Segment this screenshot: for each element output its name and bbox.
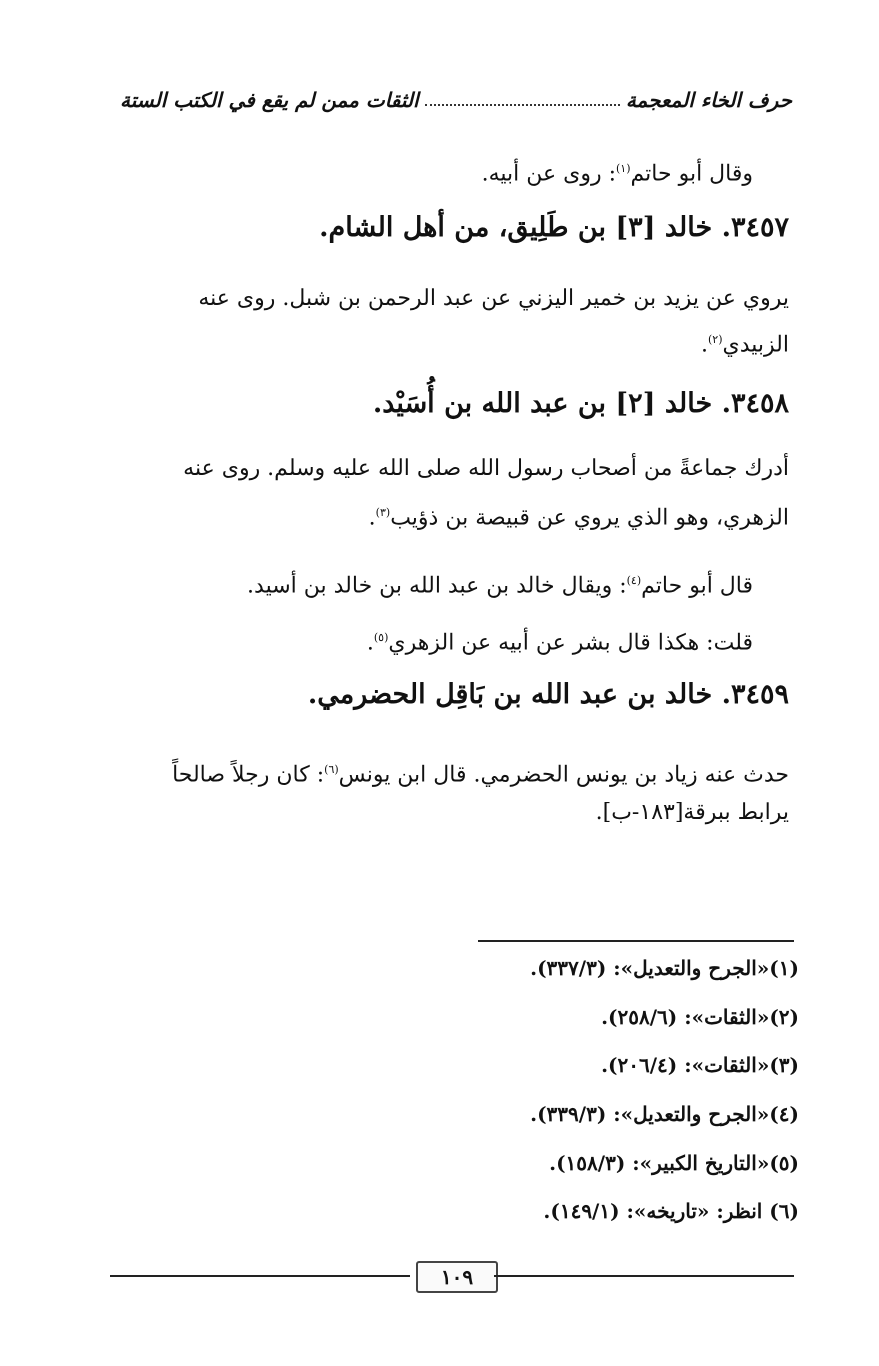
page-number: ١٠٩ — [416, 1261, 498, 1293]
page-footer — [110, 1265, 794, 1287]
footnote-ref: (٤) — [626, 574, 642, 587]
text-line: قال أبو حاتم$^{(٤)}$: ويقال خالد بن عبد الله بن خالد بن أسيد. — [247, 573, 753, 599]
footnote-3: (٣)«الثقات»: (٢٠٦/٤). — [601, 1053, 799, 1077]
entry-text: يروي عن يزيد بن خمير اليزني عن عبد الرحمن بن شبل. روى عنه — [198, 286, 789, 311]
text-line: حدث عنه زياد بن يونس الحضرمي. قال ابن يونس$^{(٦)}$: كان رجلاً صالحاً — [172, 762, 789, 788]
footnote-6: (٦) انظر: «تاريخه»: (١٤٩/١). — [543, 1199, 799, 1223]
entry-heading-3458: ٣٤٥٨. خالد [٢] بن عبد الله بن أُسَيْد. — [372, 388, 789, 419]
footnote-4: (٤)«الجرح والتعديل»: (٣٣٩/٣). — [530, 1102, 799, 1126]
text-line: الزبيدي$^{(٢)}$. — [701, 332, 789, 358]
header-chapter: حرف الخاء المعجمة — [625, 88, 792, 112]
header-dots — [425, 94, 620, 106]
entry-heading-3457: ٣٤٥٧. خالد [٣] بن طَلِيق، من أهل الشام. — [319, 212, 789, 243]
text-line: يرابط ببرقة[١٨٣-ب]. — [595, 800, 789, 825]
footnote-ref: (٢) — [708, 333, 723, 346]
text-line: قلت: هكذا قال بشر عن أبيه عن الزهري$^{(٥)}$. — [366, 630, 753, 656]
footer-rule-left — [110, 1275, 410, 1277]
running-header — [120, 88, 792, 112]
footnote-separator — [478, 940, 794, 942]
footer-rule-right — [494, 1275, 794, 1277]
entry-text: أدرك جماعةً من أصحاب رسول الله صلى الله عليه وسلم. روى عنه — [183, 456, 789, 481]
footnote-ref: (٥) — [373, 631, 389, 644]
footnote-ref: (٣) — [375, 506, 391, 519]
footnote-ref: (١) — [616, 162, 631, 175]
footnote-2: (٢)«الثقات»: (٢٥٨/٦). — [601, 1005, 799, 1029]
footnote-5: (٥)«التاريخ الكبير»: (١٥٨/٣). — [549, 1151, 799, 1175]
footnote-1: (١)«الجرح والتعديل»: (٣٣٧/٣). — [530, 956, 799, 980]
header-book-title: الثقات ممن لم يقع في الكتب الستة — [120, 88, 419, 112]
footnote-ref: (٦) — [324, 763, 339, 776]
text-line: وقال أبو حاتم$^{(١)}$: روى عن أبيه. — [481, 161, 753, 187]
text-line: الزهري، وهو الذي يروي عن قبيصة بن ذؤيب$^{(٣)}$. — [368, 505, 789, 531]
entry-heading-3459: ٣٤٥٩. خالد بن عبد الله بن بَاقِل الحضرمي. — [307, 679, 789, 710]
